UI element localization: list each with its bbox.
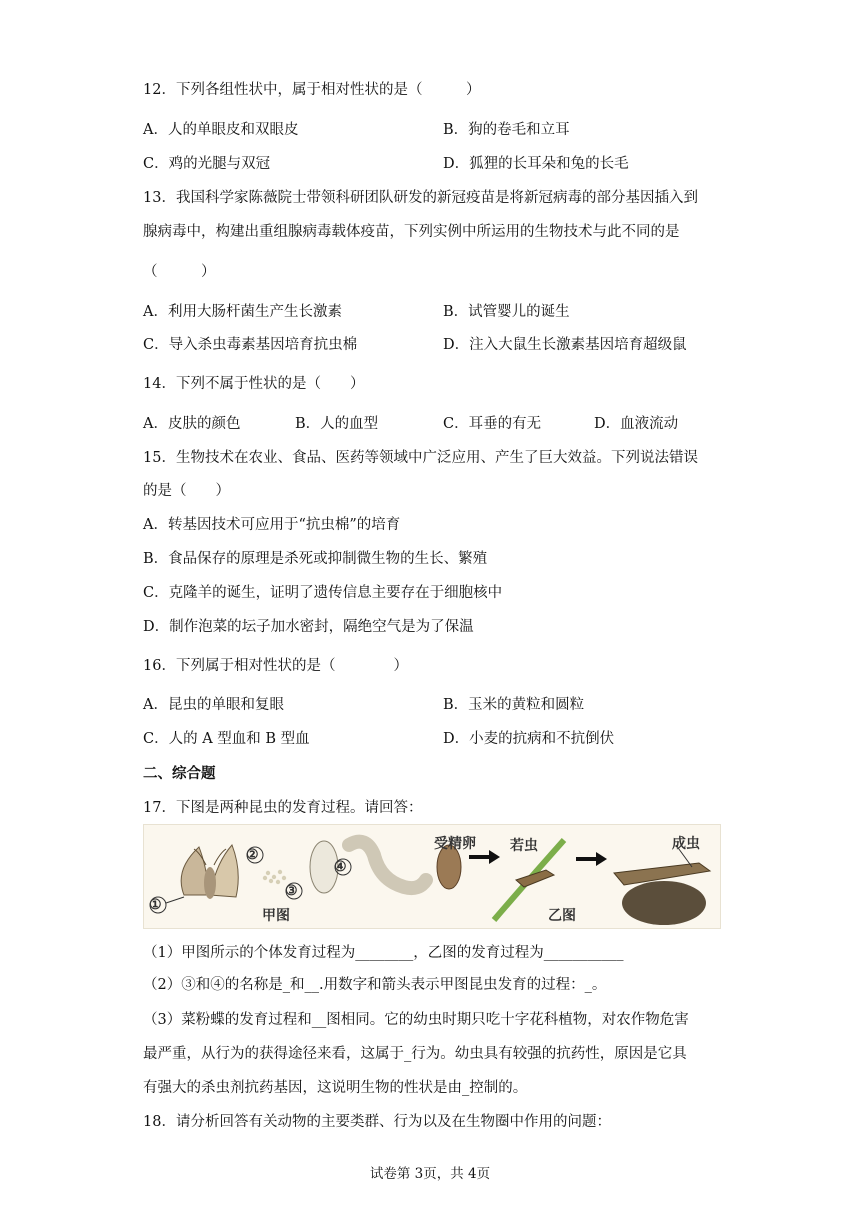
question-13-stem-line1: 13．我国科学家陈薇院士带领科研团队研发的新冠疫苗是将新冠病毒的部分基因插入到 [143,190,698,206]
question-15-stem-line1: 15．生物技术在农业、食品、医药等领域中广泛应用、产生了巨大效益。下列说法错误 [143,450,698,466]
q12-option-d: D．狐狸的长耳朵和兔的长毛 [443,156,629,172]
question-18-stem: 18．请分析回答有关动物的主要类群、行为以及在生物圈中作用的问题： [143,1114,611,1130]
q17-sub1: （1）甲图所示的个体发育过程为________，乙图的发育过程为___________ [143,945,624,961]
insect-illustration [144,825,720,928]
moth-drawing [166,845,238,903]
question-13-stem-line2: 腺病毒中，构建出重组腺病毒载体疫苗，下列实例中所运用的生物技术与此不同的是 [143,224,680,240]
question-13-stem-line3: （ ） [143,264,216,280]
eggs-drawing [263,870,286,884]
q17-sub3-line3: 有强大的杀虫剂抗药基因，这说明生物的性状是由_控制的。 [143,1080,528,1096]
q14-option-b: B．人的血型 [295,416,379,432]
q13-option-c: C．导入杀虫毒素基因培育抗虫棉 [143,337,358,353]
q14-option-a: A．皮肤的颜色 [143,416,241,432]
rock-drawing [622,881,706,925]
label-fertilized-egg: 受精卵 [434,836,476,852]
section-heading: 二、综合题 [143,765,216,782]
q12-option-c: C．鸡的光腿与双冠 [143,156,271,172]
mark-1: ① [149,897,162,913]
question-15-stem-line2: 的是（ ） [143,483,230,499]
label-nymph: 若虫 [510,838,538,854]
q15-option-d: D．制作泡菜的坛子加水密封，隔绝空气是为了保温 [143,619,474,635]
larva-drawing [349,842,426,888]
q16-option-a: A．昆虫的单眼和复眼 [143,697,284,713]
q12-option-b: B．狗的卷毛和立耳 [443,122,570,138]
arrow-icon [576,852,607,866]
q16-option-d: D．小麦的抗病和不抗倒伏 [443,731,615,747]
q13-option-d: D．注入大鼠生长激素基因培育超级鼠 [443,337,687,353]
question-14-stem: 14．下列不属于性状的是（ ） [143,376,365,392]
caption-figure-b: 乙图 [548,908,576,924]
q15-option-a: A．转基因技术可应用于“抗虫棉”的培育 [143,517,401,533]
label-adult: 成虫 [672,836,700,852]
question-12-stem: 12．下列各组性状中，属于相对性状的是（ ） [143,82,481,98]
mark-2: ② [246,847,259,863]
q13-option-a: A．利用大肠杆菌生产生长激素 [143,304,342,320]
mark-4: ④ [334,859,347,875]
q17-sub2: （2）③和④的名称是_和__.用数字和箭头表示甲图昆虫发育的过程：_。 [143,977,607,993]
q12-option-a: A．人的单眼皮和双眼皮 [143,122,299,138]
q16-option-b: B．玉米的黄粒和圆粒 [443,697,585,713]
insect-development-figure [143,824,721,929]
question-17-stem: 17．下图是两种昆虫的发育过程。请回答： [143,800,423,816]
q17-sub3-line2: 最严重，从行为的获得途径来看，这属于_行为。幼虫具有较强的抗药性，原因是它具 [143,1046,687,1062]
q16-option-c: C．人的 A 型血和 B 型血 [143,731,310,747]
q17-sub3-line1: （3）菜粉蝶的发育过程和__图相同。它的幼虫时期只吃十字花科植物，对农作物危害 [143,1012,689,1028]
page-footer: 试卷第 3页，共 4页 [369,1166,491,1182]
q13-option-b: B．试管婴儿的诞生 [443,304,570,320]
q15-option-c: C．克隆羊的诞生，证明了遗传信息主要存在于细胞核中 [143,585,503,601]
q15-option-b: B．食品保存的原理是杀死或抑制微生物的生长、繁殖 [143,551,488,567]
mark-3: ③ [285,883,298,899]
caption-figure-a: 甲图 [262,908,290,924]
question-16-stem: 16．下列属于相对性状的是（ ） [143,658,408,674]
q14-option-d: D．血液流动 [594,416,679,432]
q14-option-c: C．耳垂的有无 [443,416,542,432]
